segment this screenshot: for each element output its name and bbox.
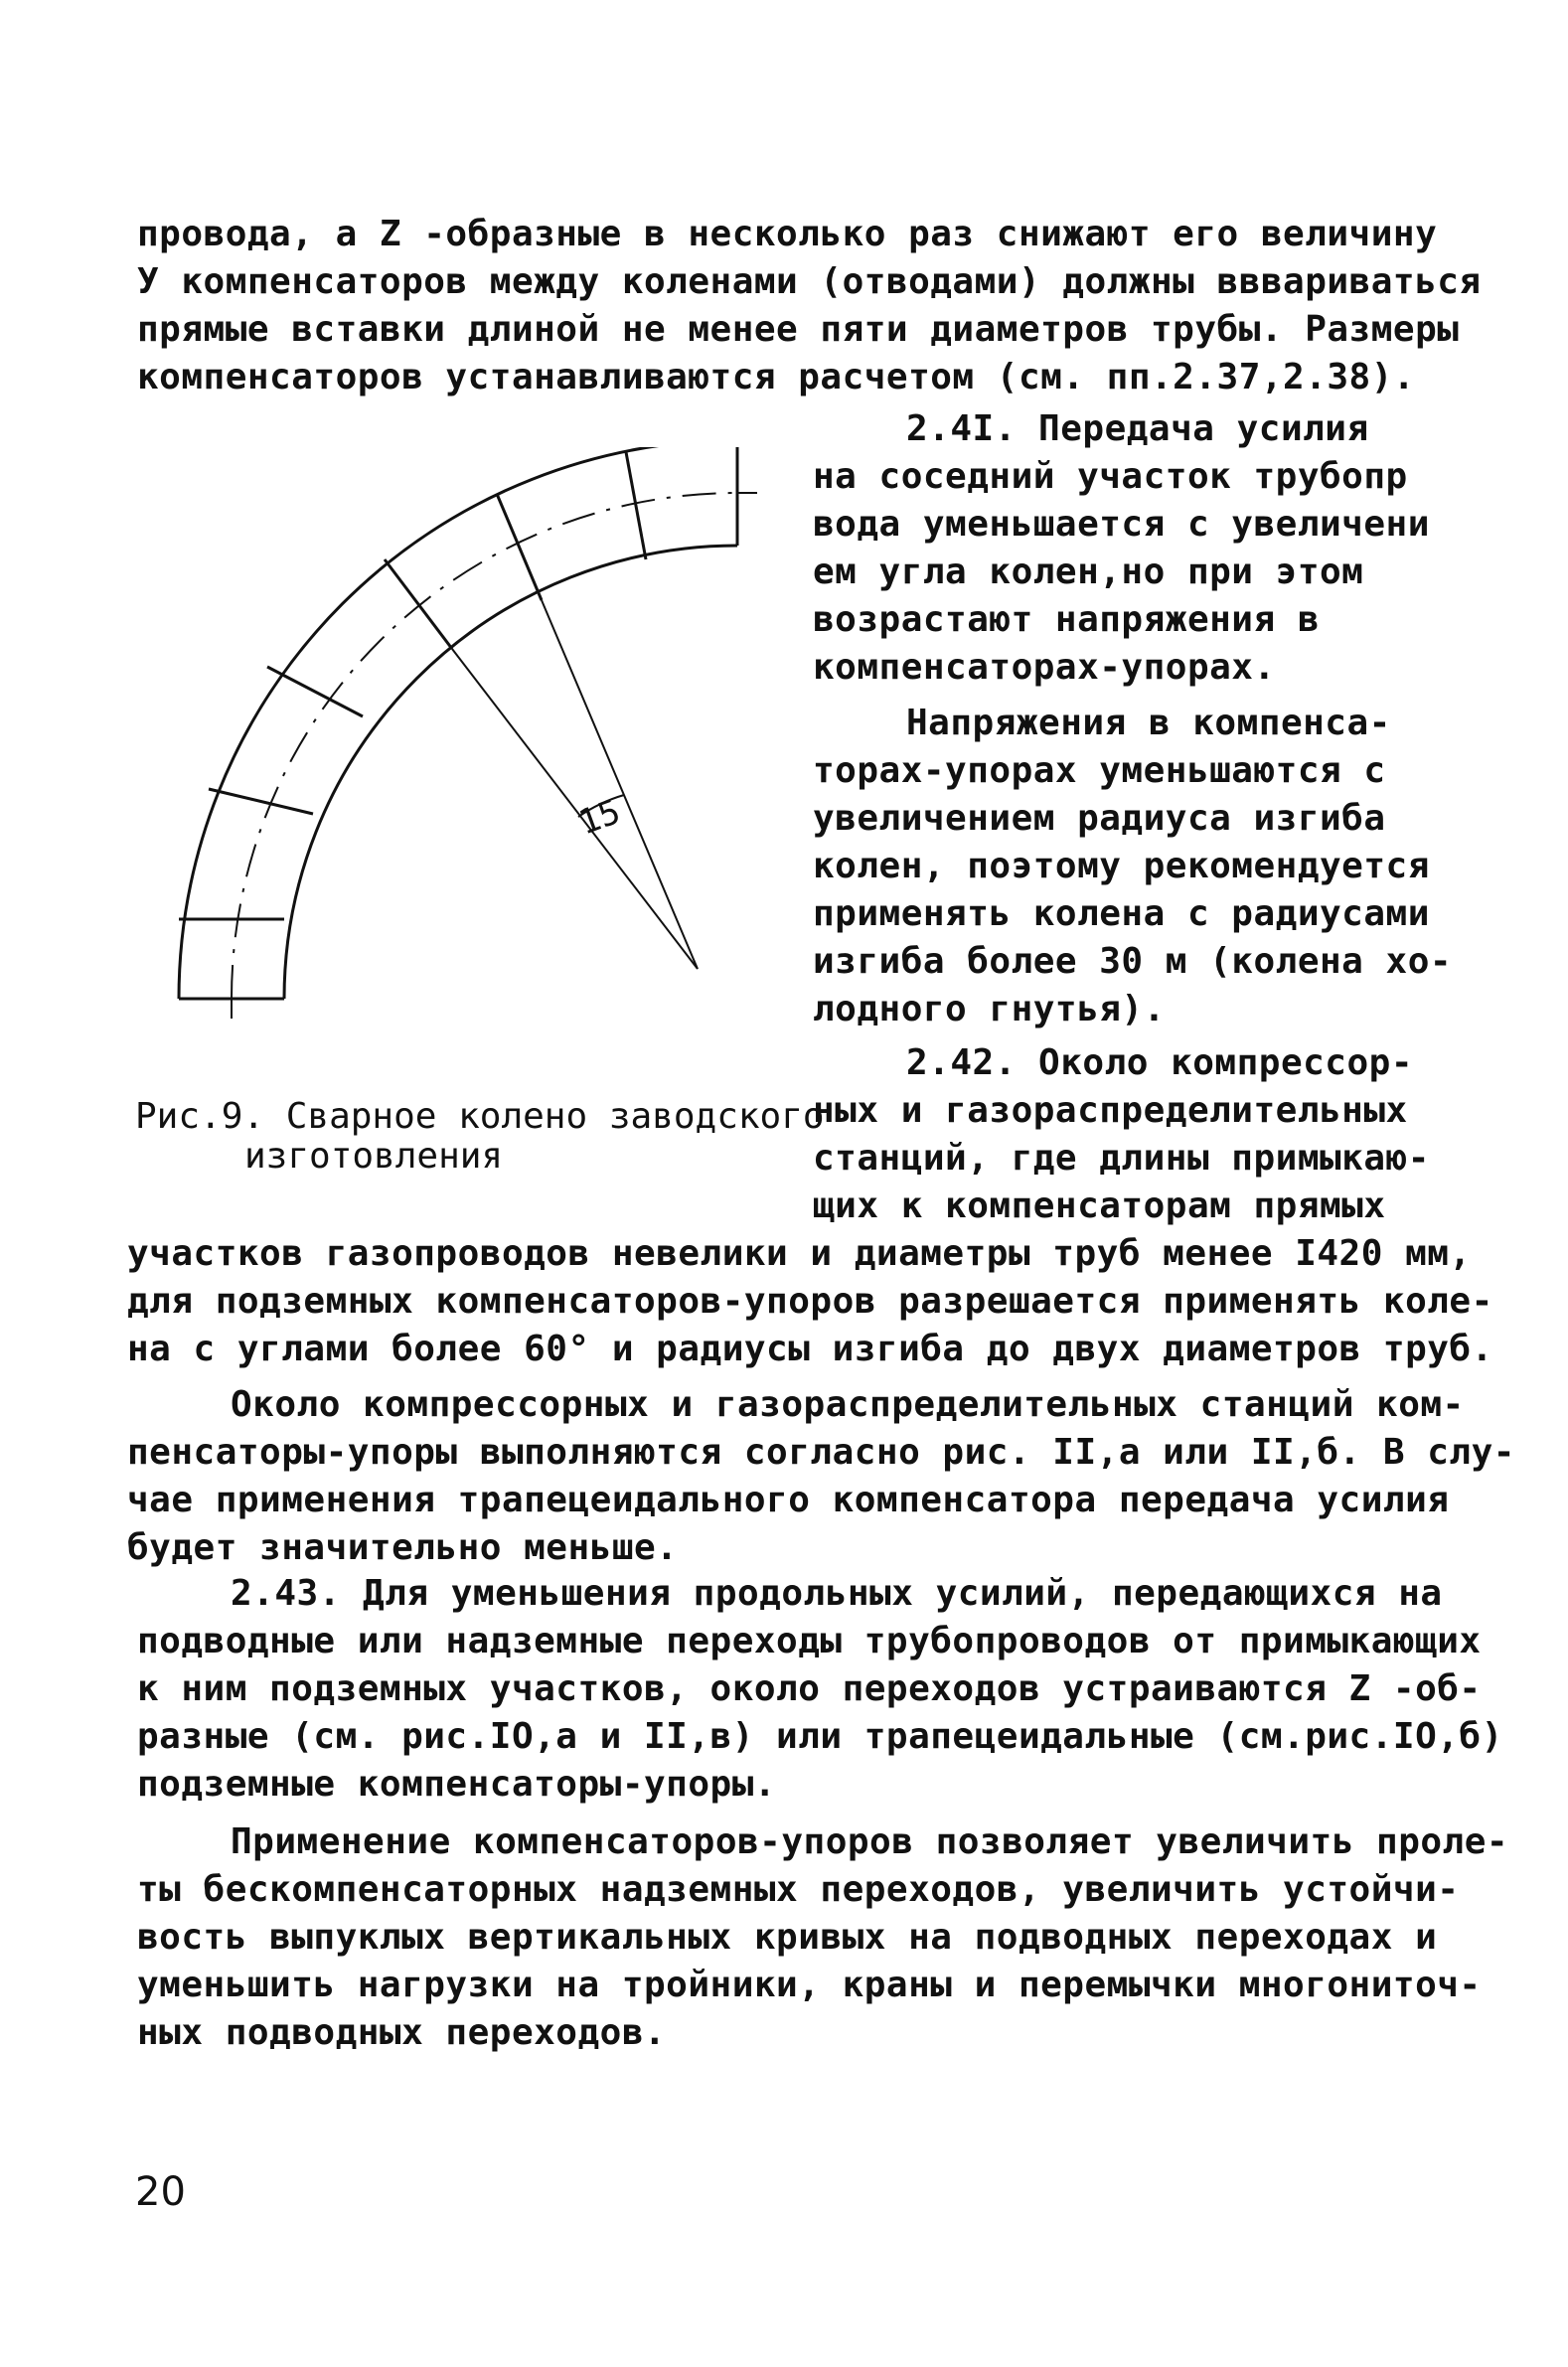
section-2-41-heading: 2.4I. Передача усилия xyxy=(906,408,1369,449)
page-number: 20 xyxy=(135,2169,186,2215)
text-line-36: вость выпуклых вертикальных кривых на подводных переходах и xyxy=(137,1917,1438,1958)
text-line-23: для подземных компенсаторов-упоров разрешается применять коле- xyxy=(127,1281,1493,1322)
text-line-16: изгиба более 30 м (колена хо- xyxy=(813,941,1453,982)
text-line-4: компенсаторов устанавливаются расчетом (см. пп.2.37,2.38). xyxy=(137,357,1416,397)
text-line-26: пенсаторы-упоры выполняются согласно рис. II,а или II,б. В слу- xyxy=(127,1432,1515,1473)
elbow-outer-arc xyxy=(179,447,737,999)
text-line-28: будет значительно меньше. xyxy=(127,1527,679,1568)
figure-caption-line2: изготовления xyxy=(244,1136,504,1177)
text-line-8: ем угла колен,но при этом xyxy=(813,552,1364,592)
text-line-15: применять колена с радиусами xyxy=(813,893,1430,934)
radial-line xyxy=(542,600,698,969)
text-line-32: разные (см. рис.IO,а и II,в) или трапецеидальные (см.рис.IO,б) xyxy=(137,1716,1503,1757)
segment-line xyxy=(267,667,363,716)
text-line-27: чае применения трапецеидального компенсатора передача усилия xyxy=(127,1480,1450,1520)
text-line-2: У компенсаторов между коленами (отводами) должны вввариваться xyxy=(137,261,1482,302)
figure-caption-line1: Рис.9. Сварное колено заводского xyxy=(135,1096,825,1137)
text-line-3: прямые вставки длиной не менее пяти диаметров трубы. Размеры xyxy=(137,309,1460,350)
section-2-42-heading: 2.42. Около компрессор- xyxy=(906,1042,1413,1083)
text-line-35: ты бескомпенсаторных надземных переходов, увеличить устойчи- xyxy=(137,1869,1460,1910)
text-line-6: на соседний участок трубопр xyxy=(813,456,1408,497)
text-line-7: вода уменьшается с увеличени xyxy=(813,504,1430,545)
segment-line xyxy=(497,494,542,600)
text-line-13: увеличением радиуса изгиба xyxy=(813,798,1386,839)
text-line-33: подземные компенсаторы-упоры. xyxy=(137,1764,777,1805)
text-line-31: к ним подземных участков, около переходов устраиваются Z -об- xyxy=(137,1668,1482,1709)
text-line-17: лодного гнутья). xyxy=(813,989,1166,1029)
text-line-34: Применение компенсаторов-упоров позволяет увеличить проле- xyxy=(231,1821,1509,1862)
text-line-20: станций, где длины примыкаю- xyxy=(813,1138,1430,1179)
text-line-9: возрастают напряжения в xyxy=(813,599,1320,640)
text-line-11: Напряжения в компенса- xyxy=(906,703,1391,743)
text-line-24: на с углами более 60° и радиусы изгиба до двух диаметров труб. xyxy=(127,1329,1493,1369)
text-line-1: провода, а Z -образные в несколько раз снижают его величину xyxy=(137,214,1438,254)
welded-elbow-figure xyxy=(159,447,795,1043)
segment-line xyxy=(626,452,646,559)
segment-line xyxy=(385,559,452,649)
text-line-30: подводные или надземные переходы трубопроводов от примыкающих xyxy=(137,1621,1482,1661)
text-line-22: участков газопроводов невелики и диаметры труб менее I420 мм, xyxy=(127,1233,1472,1274)
text-line-25: Около компрессорных и газораспределительных станций ком- xyxy=(231,1384,1465,1425)
text-line-38: ных подводных переходов. xyxy=(137,2012,667,2053)
text-line-19: ных и газораспределительных xyxy=(813,1090,1408,1131)
angle-label: 15 xyxy=(573,791,626,844)
text-line-14: колен, поэтому рекомендуется xyxy=(813,846,1430,886)
section-2-43-heading: 2.43. Для уменьшения продольных усилий, передающихся на xyxy=(231,1573,1443,1614)
segment-line xyxy=(209,789,313,814)
text-line-12: торах-упорах уменьшаются с xyxy=(813,750,1386,791)
text-line-21: щих к компенсаторам прямых xyxy=(813,1185,1386,1226)
text-line-37: уменьшить нагрузки на тройники, краны и перемычки многониточ- xyxy=(137,1965,1482,2005)
text-line-10: компенсаторах-упорах. xyxy=(813,647,1276,688)
